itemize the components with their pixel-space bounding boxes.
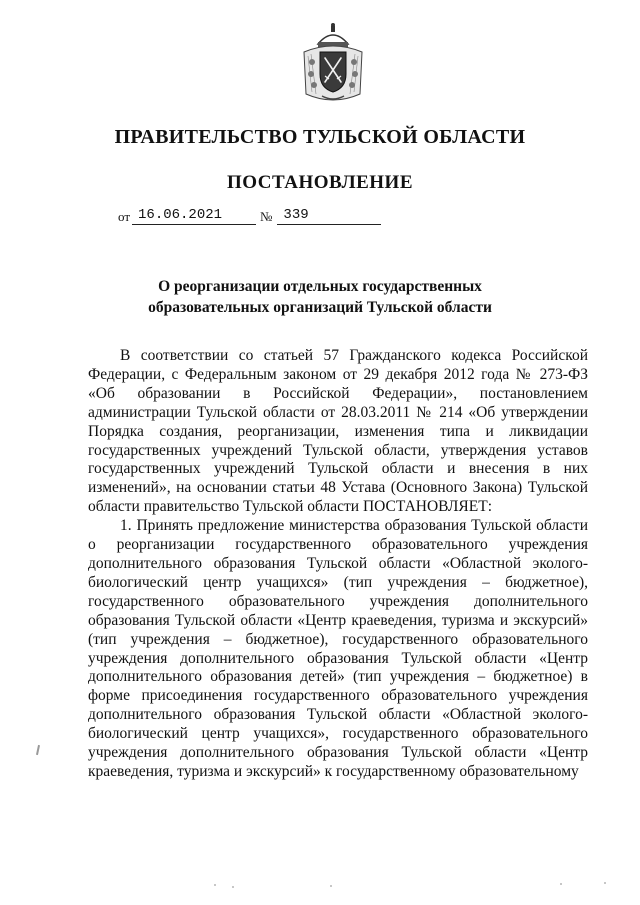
document-number: 339 [277,207,381,225]
date-label: от [118,209,131,224]
item-1-paragraph: 1. Принять предложение министерства образования Тульской области о реорганизации государственного образовательного учреждения дополнительного образования Тульской области «Областной эколого-биологический центр учащихся» (тип учреждения – бюджетное), государственного образовательного учреждения дополнительного образования Тульской области «Центр краеведения, туризма и экскурсий» (тип учреждения – бюджетное), государственного образовательного учреждения дополнительного образования Тульской области «Центр дополнительного образования детей» (тип учреждения – бюджетное) в форме присоединения государственного образовательного учреждения дополнительного образования Тульской области «Областной эколого-биологический центр учащихся», государственного образовательного учреждения дополнительного образования Тульской области «Центр краеведения, туризма и экскурсий» к государственному образовательному [88,517,588,780]
number-label: № [260,209,273,224]
document-subject: О реорганизации отдельных государственных образовательных организаций Тульской области [148,278,492,316]
scan-noise [0,880,640,900]
tula-coat-of-arms-icon [298,22,368,106]
government-title: ПРАВИТЕЛЬСТВО ТУЛЬСКОЙ ОБЛАСТИ [114,126,526,148]
document-body [88,347,588,782]
preamble-paragraph: В соответствии со статьей 57 Гражданского кодекса Российской Федерации, с Федеральным законом от 29 декабря 2012 года № 273-ФЗ «Об образовании в Российской Федерации», постановлением администрации Тульской области от 28.03.2011 № 214 «Об утверждении Порядка создания, реорганизации, изменения типа и ликвидации государственных учреждений Тульской области, утверждения уставов государственных учреждений Тульской области и внесения в них изменений», на основании статьи 48 Устава (Основного Закона) Тульской области правительство Тульской области ПОСТАНОВЛЯЕТ: [88,347,588,516]
date-number-line [118,207,381,225]
document-date: 16.06.2021 [132,207,256,225]
margin-scan-mark [36,745,40,755]
document-type: ПОСТАНОВЛЕНИЕ [226,172,414,193]
